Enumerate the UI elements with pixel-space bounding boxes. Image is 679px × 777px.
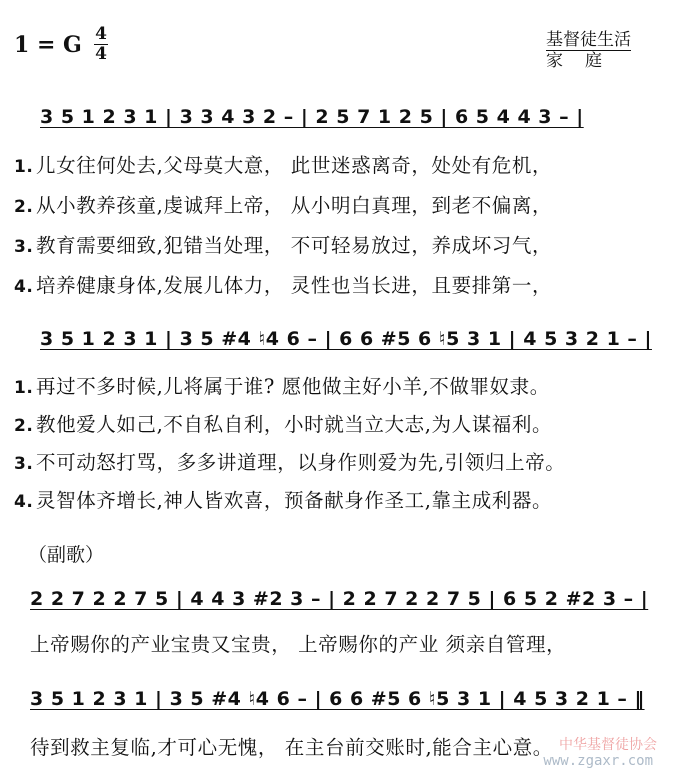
time-signature-top: 4	[95, 24, 107, 44]
time-signature	[94, 26, 108, 63]
watermark-site-name: 中华基督徒协会	[559, 737, 657, 753]
lyric-text: 教育需要细致,犯错当处理， 不可轻易放过，养成坏习气，	[36, 234, 553, 257]
lyric-line-2-1	[14, 371, 550, 399]
verse-number: 3.	[14, 454, 34, 474]
time-signature-bottom: 4	[95, 44, 107, 64]
lyric-line-1-2	[14, 190, 552, 218]
lyric-text: 培养健康身体,发展儿体力， 灵性也当长进，且要排第一，	[36, 274, 553, 297]
verse-number: 2.	[14, 197, 34, 217]
notation-line-2: 3 5 1 2 3 1 | 3 5 #4 ♮4 6 – | 6 6 #5 6 ♮5 3 1 | 4 5 3 2 1 – |	[40, 328, 652, 350]
watermark-url: www.zgaxr.com	[543, 753, 653, 769]
key-signature: 1 = G	[14, 32, 82, 58]
lyric-line-2-4	[14, 485, 552, 513]
song-source	[546, 30, 631, 71]
lyric-text: 不可动怒打骂，多多讲道理，以身作则爱为先,引领归上帝。	[36, 451, 566, 474]
verse-number: 4.	[14, 492, 34, 512]
verse-number: 1.	[14, 378, 34, 398]
notation-line-1: 3 5 1 2 3 1 | 3 3 4 3 2 – | 2 5 7 1 2 5 | 6 5 4 4 3 – |	[40, 106, 584, 128]
lyric-line-1-3	[14, 230, 552, 258]
category-title: 基督徒生活	[546, 30, 631, 50]
notation-chorus-1: 2 2 7 2 2 7 5 | 4 4 3 #2 3 – | 2 2 7 2 2 7 5 | 6 5 2 #2 3 – |	[30, 588, 649, 610]
lyric-text: 灵智体齐增长,神人皆欢喜，预备献身作圣工,靠主成利器。	[36, 489, 553, 512]
lyric-line-2-2	[14, 409, 552, 437]
lyric-chorus-1: 上帝赐你的产业宝贵又宝贵， 上帝赐你的产业 须亲自管理，	[30, 633, 567, 656]
lyric-line-1-4	[14, 270, 552, 298]
lyric-text: 教他爱人如己,不自私自利，小时就当立大志,为人谋福利。	[36, 413, 553, 436]
lyric-text: 从小教养孩童,虔诚拜上帝， 从小明白真理，到老不偏离，	[36, 194, 553, 217]
verse-number: 3.	[14, 237, 34, 257]
lyric-line-1-1	[14, 150, 552, 178]
lyric-line-2-3	[14, 447, 565, 475]
lyric-text: 再过不多时候,儿将属于谁? 愿他做主好小羊,不做罪奴隶。	[36, 375, 550, 398]
chorus-label: （副歌）	[28, 544, 105, 566]
verse-number: 4.	[14, 277, 34, 297]
lyric-text: 儿女往何处去,父母莫大意， 此世迷惑离奇，处处有危机，	[36, 154, 553, 177]
verse-number: 2.	[14, 416, 34, 436]
lyric-chorus-2: 待到救主复临,才可心无愧， 在主台前交账时,能合主心意。	[30, 736, 553, 759]
category-subtitle: 家庭	[546, 51, 624, 71]
notation-chorus-2: 3 5 1 2 3 1 | 3 5 #4 ♮4 6 – | 6 6 #5 6 ♮5 3 1 | 4 5 3 2 1 – ‖	[30, 688, 645, 710]
verse-number: 1.	[14, 157, 34, 177]
